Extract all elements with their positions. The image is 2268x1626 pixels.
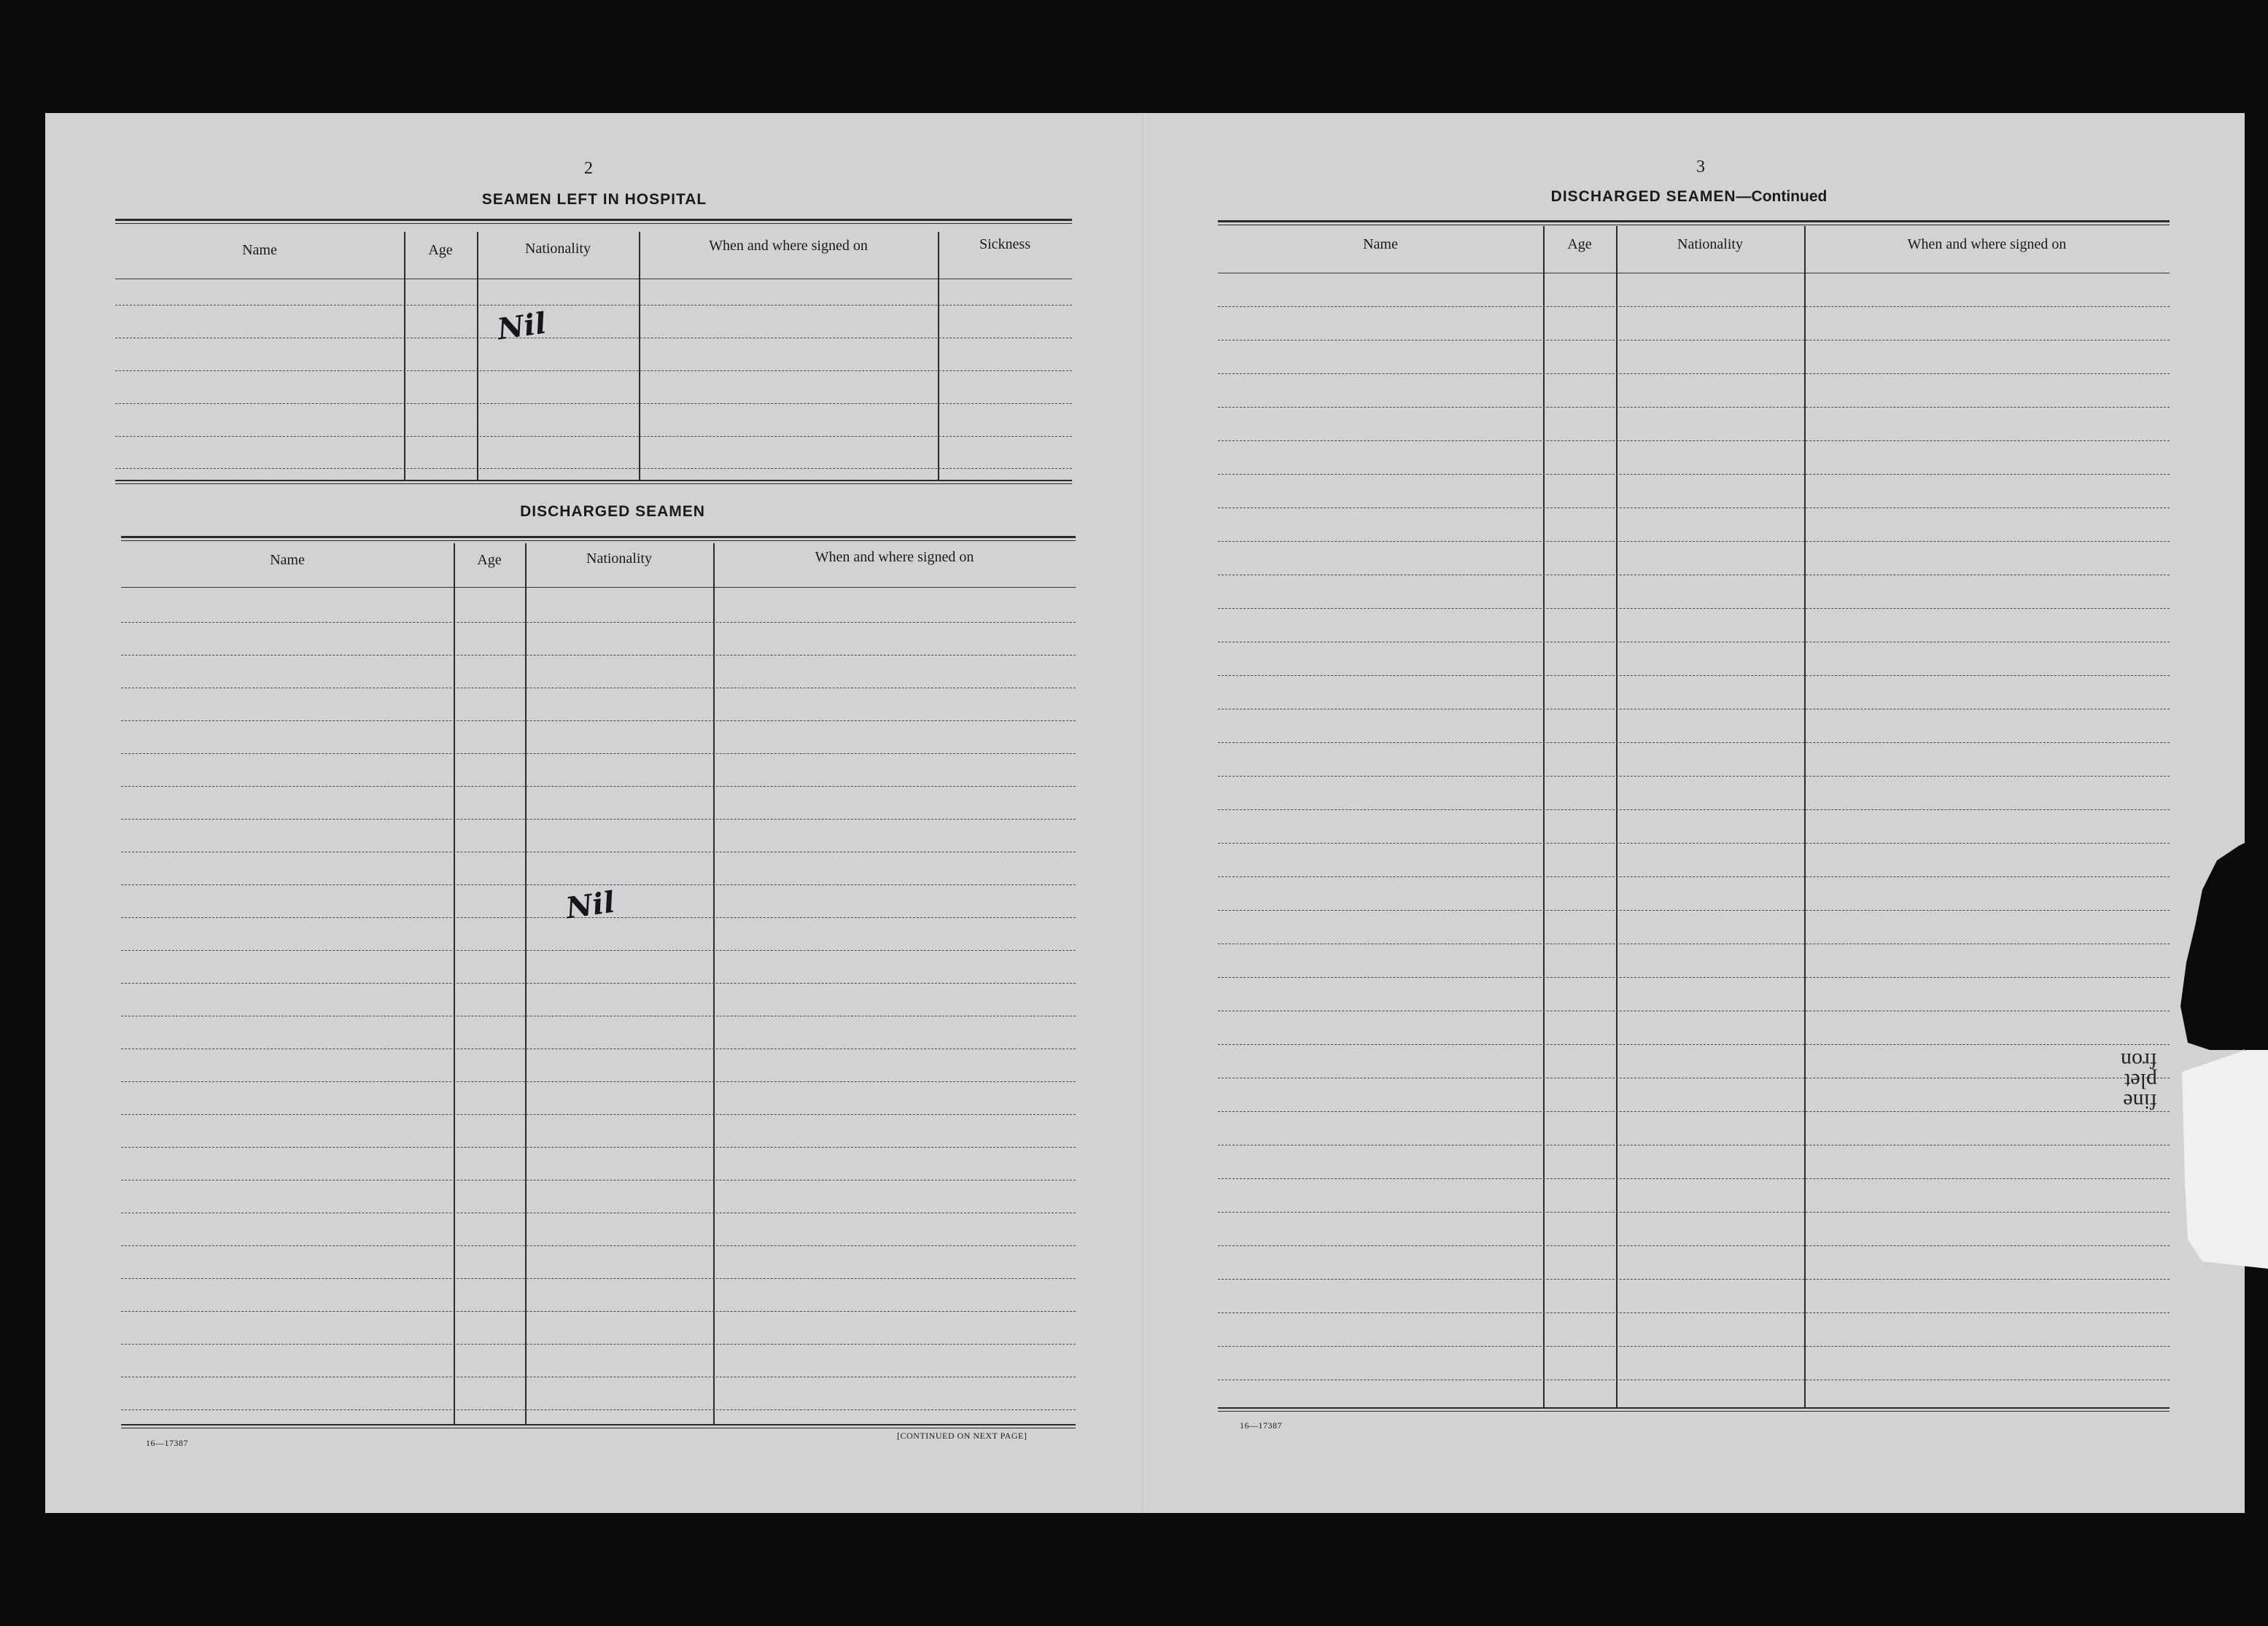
handwritten-nil-discharged: Nil: [564, 884, 617, 926]
column-header-signed-on: When and where signed on: [1907, 236, 2067, 252]
column-header-name: Name: [242, 242, 277, 258]
column-header-sickness: Sickness: [979, 236, 1030, 252]
title-main: DISCHARGED SEAMEN: [1550, 188, 1736, 205]
fragment-line: plet: [2124, 1069, 2157, 1093]
discharged-table-right: [1218, 220, 2170, 1416]
section-title-discharged: DISCHARGED SEAMEN: [520, 503, 705, 520]
column-header-signed-on: When and where signed on: [815, 549, 974, 565]
handwritten-nil-hospital: Nil: [495, 306, 548, 347]
column-header-nationality: Nationality: [1677, 236, 1743, 252]
column-header-age: Age: [477, 552, 502, 568]
fragment-line: fron: [2121, 1049, 2157, 1073]
continued-note: [CONTINUED ON NEXT PAGE]: [897, 1431, 1028, 1441]
column-header-name: Name: [270, 552, 305, 568]
column-header-nationality: Nationality: [586, 551, 652, 567]
column-header-name: Name: [1363, 236, 1398, 252]
column-header-age: Age: [428, 242, 453, 258]
column-header-age: Age: [1567, 236, 1592, 252]
edge-fragment-text: [2121, 1050, 2157, 1111]
title-continued: —Continued: [1736, 188, 1828, 205]
page-number: 2: [584, 159, 593, 178]
section-title-hospital: SEAMEN LEFT IN HOSPITAL: [481, 191, 707, 208]
fragment-line: fine: [2123, 1089, 2157, 1113]
column-header-nationality: Nationality: [525, 241, 591, 257]
column-header-signed-on: When and where signed on: [709, 238, 868, 254]
page-number: 3: [1696, 157, 1705, 176]
hospital-table: [115, 219, 1072, 489]
form-number: 16—17387: [1240, 1420, 1282, 1431]
section-title-discharged-continued: [1551, 188, 1828, 206]
form-number: 16—17387: [146, 1438, 188, 1448]
discharged-table-left: [121, 536, 1076, 1433]
